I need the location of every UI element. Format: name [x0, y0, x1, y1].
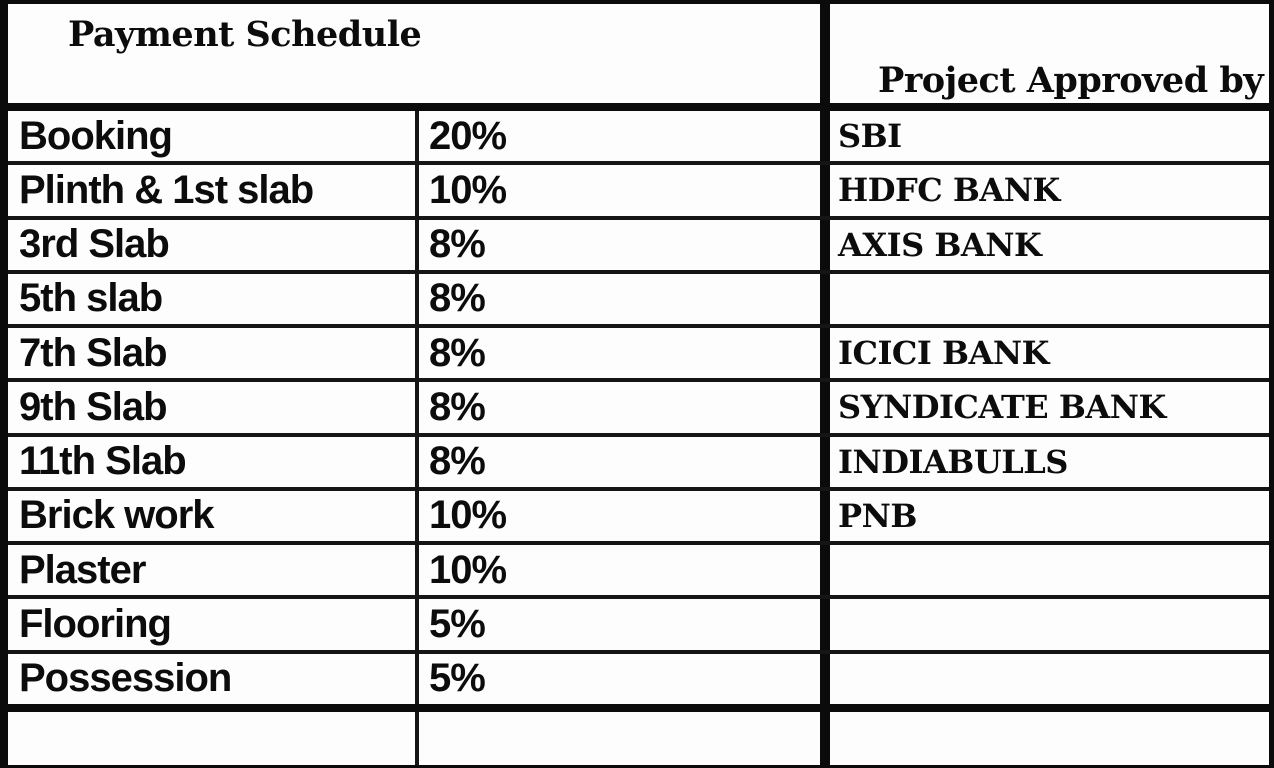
percent-cell: 10%: [419, 545, 830, 595]
table-header-row: [8, 4, 1269, 111]
table-row: [8, 545, 1269, 599]
bank-cell: AXIS BANK: [838, 225, 1042, 264]
milestone-cell: 9th Slab: [8, 382, 419, 432]
milestone-cell: Booking: [8, 111, 419, 161]
bank-cell: [830, 274, 1269, 324]
percent-cell: 10%: [419, 165, 830, 215]
table-row: [8, 111, 1269, 165]
table-row: [8, 220, 1269, 274]
bank-cell: [830, 599, 1269, 649]
percent-cell: 10%: [419, 491, 830, 541]
milestone-cell: 11th Slab: [8, 437, 419, 487]
milestone-cell: Plaster: [8, 545, 419, 595]
table-row: [8, 382, 1269, 436]
table-row-empty: [8, 712, 1269, 765]
bank-cell: ICICI BANK: [838, 334, 1049, 373]
percent-cell: 5%: [419, 599, 830, 649]
milestone-cell: Plinth & 1st slab: [8, 165, 419, 215]
project-approved-title: Project Approved by: [878, 60, 1264, 101]
milestone-cell-empty: [8, 712, 419, 765]
milestone-cell: Flooring: [8, 599, 419, 649]
percent-cell: 8%: [419, 382, 830, 432]
bank-cell: HDFC BANK: [838, 171, 1060, 210]
table-row: [8, 274, 1269, 328]
bank-cell: SBI: [838, 117, 902, 156]
milestone-cell: Brick work: [8, 491, 419, 541]
bank-cell: PNB: [838, 496, 917, 535]
payment-schedule-title: Payment Schedule: [68, 14, 422, 55]
percent-cell: 8%: [419, 220, 830, 270]
project-approved-header-cell: [830, 4, 1269, 103]
milestone-cell: Possession: [8, 654, 419, 704]
bank-cell: SYNDICATE BANK: [838, 388, 1166, 427]
percent-cell: 8%: [419, 328, 830, 378]
percent-cell: 8%: [419, 437, 830, 487]
bank-cell: [830, 545, 1269, 595]
percent-cell: 5%: [419, 654, 830, 704]
table-row: [8, 165, 1269, 219]
bank-cell: [830, 654, 1269, 704]
milestone-cell: 3rd Slab: [8, 220, 419, 270]
percent-cell: 20%: [419, 111, 830, 161]
header-spacer-cell: [419, 4, 830, 103]
milestone-cell: 5th slab: [8, 274, 419, 324]
bank-cell-empty: [830, 712, 1269, 765]
table-row: [8, 491, 1269, 545]
bank-cell: INDIABULLS: [838, 442, 1068, 481]
percent-cell: 8%: [419, 274, 830, 324]
table-row: [8, 654, 1269, 712]
milestone-cell: 7th Slab: [8, 328, 419, 378]
payment-schedule-header-cell: [8, 4, 422, 103]
table-row: [8, 437, 1269, 491]
table-row: [8, 328, 1269, 382]
percent-cell-empty: [419, 712, 830, 765]
table-row: [8, 599, 1269, 653]
